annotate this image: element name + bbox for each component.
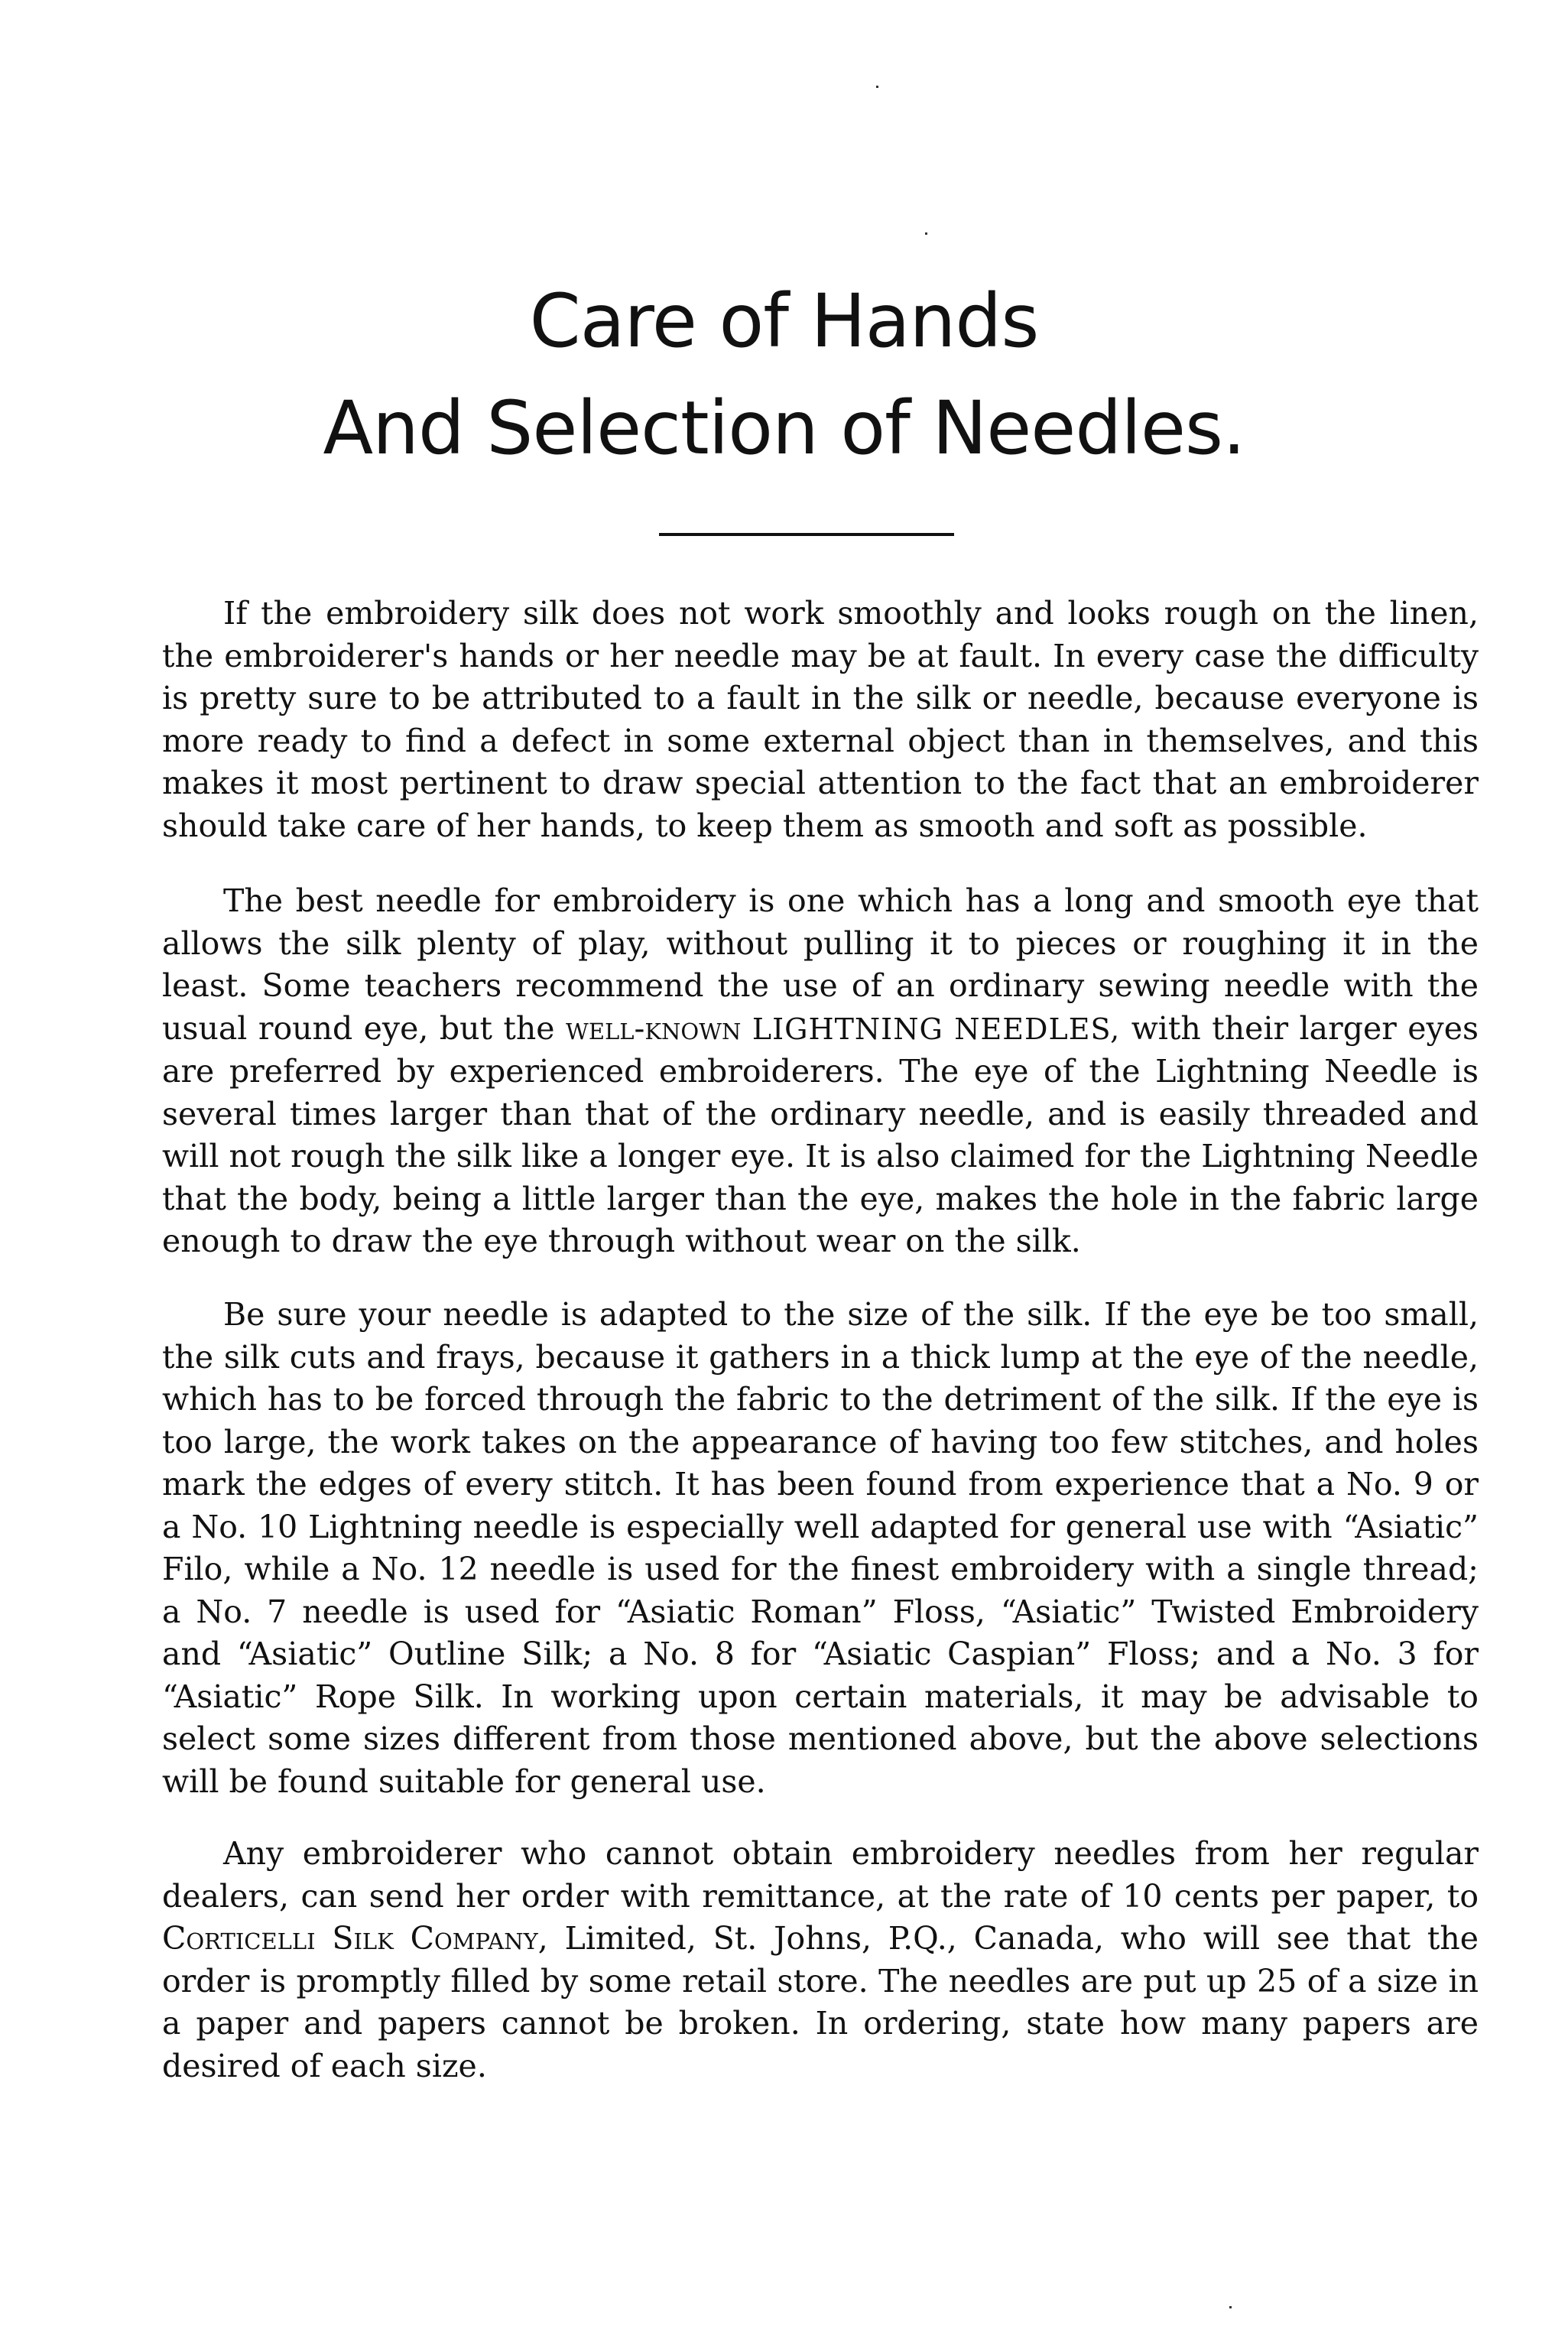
paragraph-best-needle	[162, 880, 1479, 1263]
print-speck	[876, 86, 878, 88]
paragraph-best-needle-text-1: The best needle for embroidery is one which has a long and smooth eye that allows the silk plenty of play, without pulling it to pieces or roughing it in the least. Some teachers recommend the use of an ordinary sewing needle with the usual round eye, but the	[162, 882, 1479, 1047]
paragraph-ordering	[162, 1833, 1479, 2087]
paragraph-hand-care: If the embroidery silk does not work smoothly and looks rough on the linen, the embroiderer's hands or her needle may be at fault. In every case the difficulty is pretty sure to be attributed to a fault in the silk or needle, because everyone is more ready to find a defect in some external object than in themselves, and this makes it most pertinent to draw special attention to the fact that an embroiderer should take care of her hands, to keep them as smooth and soft as possible.	[162, 595, 1479, 844]
title-divider	[659, 533, 954, 536]
paragraph-needle-size: Be sure your needle is adapted to the size of the silk. If the eye be too small, the silk cuts and frays, because it gathers in a thick lump at the eye of the needle, which has to be forced through the fabric to the detriment of the silk. If the eye is too large, the work takes on the appearance of having too few stitches, and holes mark the edges of every stitch. It has been found from experience that a No. 9 or a No. 10 Lightning needle is especially well adapted for general use with “Asiatic” Filo, while a No. 12 needle is used for the finest embroidery with a single thread; a No. 7 needle is used for “Asiatic Roman” Floss, “Asiatic” Twisted Embroidery and “Asiatic” Outline Silk; a No. 8 for “Asiatic Caspian” Floss; and a No. 3 for “Asiatic” Rope Silk. In working upon certain materials, it may be advisable to select some sizes different from those mentioned above, but the above selections will be found suitable for general use.	[162, 1296, 1479, 1800]
lightning-needles-name: LIGHTNING NEEDLES,	[752, 1012, 1121, 1046]
well-known-phrase: well-known	[566, 1009, 742, 1047]
page-title-line-2: And Selection of Needles.	[323, 385, 1245, 471]
company-name: Corticelli Silk Company	[162, 1920, 538, 1957]
paragraph-best-needle-text-2: with their larger eyes are preferred by experienced embroiderers. The eye of the Lightning Needle is several times larger than that of the ordinary needle, and is easily threaded and will not rough the silk like a longer eye. It is also claimed for the Lightning Needle that the body, being a little larger than the eye, makes the hole in the fabric large enough to draw the eye through without wear on the silk.	[162, 1009, 1479, 1259]
paragraph-ordering-text-1: Any embroiderer who cannot obtain embroidery needles from her regular dealers, can send her order with remittance, at the rate of 10 cents per paper, to	[162, 1835, 1479, 1915]
print-speck	[925, 232, 927, 235]
print-speck	[1229, 2306, 1232, 2308]
paragraph-ordering-text-2: , Limited, St. Johns, P.Q., Canada, who will see that the order is promptly filled by some retail store. The needles are put up 25 of a size in a paper and papers cannot be broken. In ordering, state how many papers are desired of each size.	[162, 1920, 1479, 2084]
page-title-line-1: Care of Hands	[529, 278, 1039, 364]
